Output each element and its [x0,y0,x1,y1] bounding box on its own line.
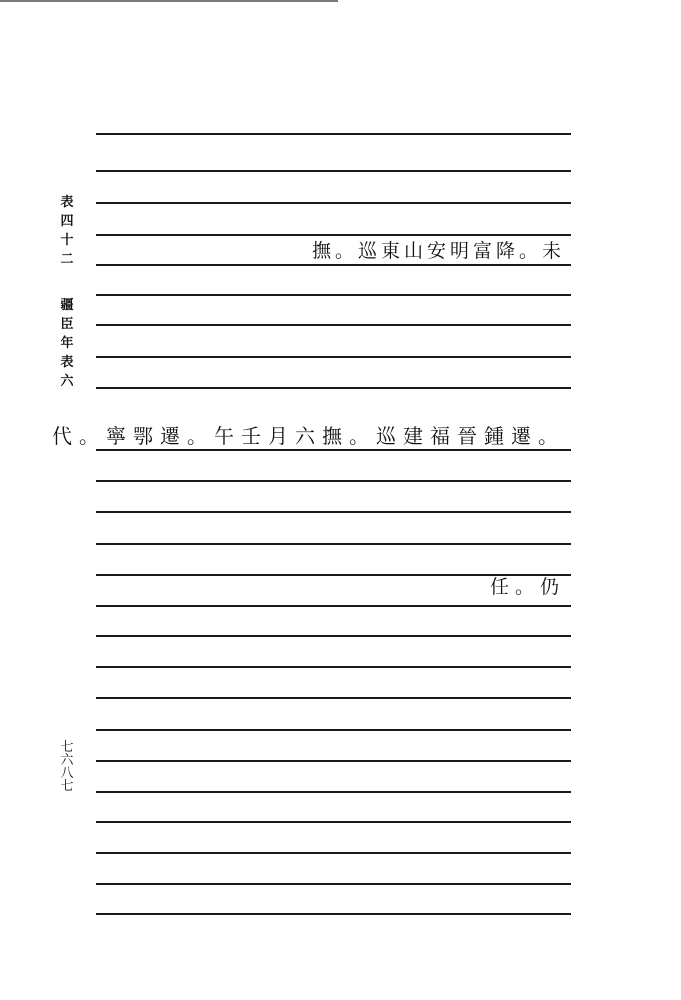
side-title [60,193,74,391]
table-rule [96,264,571,266]
table-rule [96,574,571,576]
page-number [60,741,74,793]
table-rule [96,480,571,482]
table-rule [96,324,571,326]
table-rule [96,913,571,915]
top-scan-edge [0,0,338,2]
table-rule [96,697,571,699]
page-number-char: 七 [60,740,74,755]
side-title-char: 四 [60,214,74,229]
table-rule [96,760,571,762]
table-rule [96,852,571,854]
table-rule [96,635,571,637]
side-title-char: 年 [60,336,74,351]
side-title-char: 表 [60,195,74,210]
table-rule [96,234,571,236]
table-rule [96,666,571,668]
text-row: 撫。巡東山安明富降。未 [311,240,565,262]
table-rule [96,511,571,513]
table-rule [96,791,571,793]
table-rule [96,883,571,885]
table-rule [96,387,571,389]
side-title-char: 疆 [60,298,74,313]
side-title-gap [60,269,74,296]
page-number-char: 七 [60,779,74,794]
table-rule [96,729,571,731]
text-row: 任。仍 [489,576,565,598]
page-number-char: 八 [60,766,74,781]
table-rule [96,294,571,296]
table-rule [96,133,571,135]
table-rule [96,821,571,823]
table-rule [96,170,571,172]
page-number-char: 六 [60,753,74,768]
table-rule [96,543,571,545]
side-title-char: 臣 [60,317,74,332]
table-rule [96,202,571,204]
table-rule [96,356,571,358]
side-title-char: 二 [60,252,74,267]
table-rule [96,449,571,451]
text-row: 代。寧鄂遷。午壬月六撫。巡建福晉鍾遷。 [52,424,565,448]
side-title-char: 表 [60,355,74,370]
side-title-char: 十 [60,233,74,248]
table-rule [96,605,571,607]
side-title-char: 六 [60,374,74,389]
